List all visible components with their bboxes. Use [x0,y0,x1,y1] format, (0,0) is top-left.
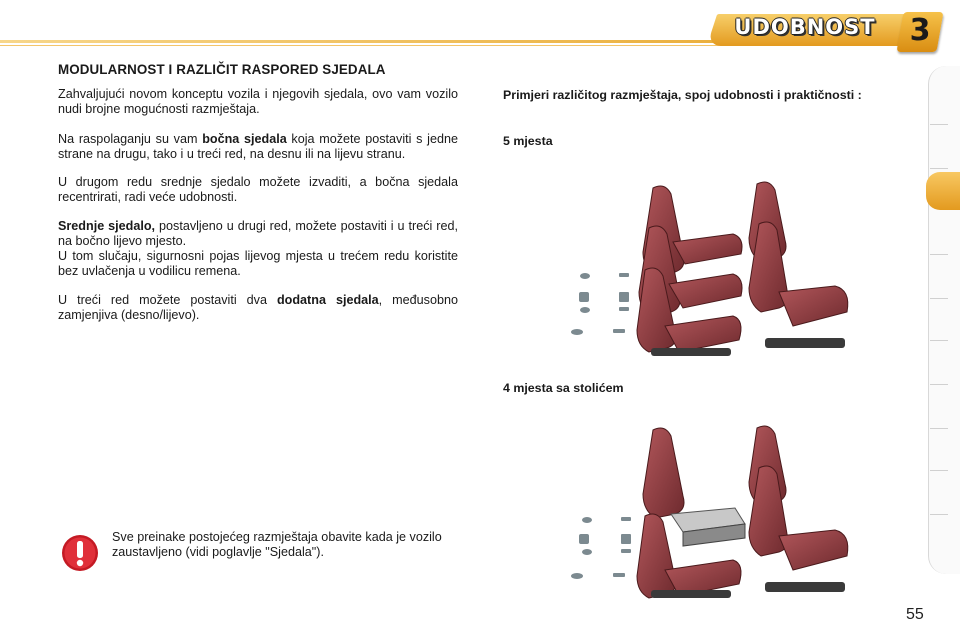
warning-text: Sve preinake postojećeg razmještaja obavite kada je vozilo zaustavljeno (vidi poglavlje "Sjedala"). [112,530,442,559]
seat-layout-4-table-illustration [565,424,865,602]
thumb-divider [930,340,948,341]
seat-diagram-icon [571,273,629,335]
thumb-divider [930,428,948,429]
thumb-divider [930,298,948,299]
paragraph-middle-row: U drugom redu srednje sjedalo možete izvaditi, a bočna sjedala recentrirati, radi veće udobnosti. [58,175,458,204]
page-number: 55 [906,606,924,623]
thumb-divider [930,470,948,471]
exclamation-icon [61,534,99,572]
thumb-divider [930,514,948,515]
thumb-tab-active[interactable] [926,172,960,210]
emphasis-center-seat: Srednje sjedalo, [58,219,156,233]
paragraph-center-seat: Srednje sjedalo, postavljeno u drugi red, možete postaviti i u treći red, na bočno lijevo mjesto. [58,219,458,248]
paragraph-seatbelt: U tom slučaju, sigurnosni pojas lijevog mjesta u trećem redu koristite bez uvlačenja u vodilicu remena. [58,249,458,278]
seat-diagram-icon [571,517,631,579]
paragraph-intro: Zahvaljujući novom konceptu vozila i njegovih sjedala, ovo vam vozilo nudi brojne mogućnosti razmještaja. [58,87,458,116]
emphasis-extra-seats: dodatna sjedala [276,293,379,307]
seat-layout-5-illustration [565,180,865,360]
chapter-thumb-index [928,66,960,574]
thumb-divider [930,254,948,255]
section-title: MODULARNOST I RAZLIČIT RASPORED SJEDALA [58,62,386,77]
examples-heading: Primjeri različitog razmještaja, spoj udobnosti i praktičnosti : [503,88,862,102]
emphasis-side-seats: bočna sjedala [202,132,287,146]
thumb-divider [930,124,948,125]
thumb-divider [930,168,948,169]
chapter-number: 3 [909,13,931,48]
chapter-title: UDOBNOST [734,15,876,39]
table-console [671,508,745,546]
paragraph-extra-seats: U treći red možete postaviti dva dodatna sjedala, međusobno zamjenjiva (desno/lijevo). [58,293,458,322]
paragraph-side-seats: Na raspolaganju su vam bočna sjedala koja možete postaviti s jedne strane na drugu, tako i u treći red, na desnu ili na lijevu stranu. [58,132,458,161]
thumb-divider [930,384,948,385]
config-label-4-seats-table: 4 mjesta sa stolićem [503,381,624,395]
config-label-5-seats: 5 mjesta [503,134,553,148]
